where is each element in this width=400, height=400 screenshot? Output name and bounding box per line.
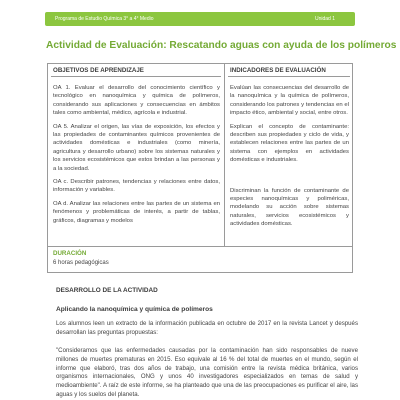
indicator-item: Evalúan las consecuencias del desarrollo de la nanoquímica y la química de polímeros, considerando los patrones y tendencias en el impacto ético, ambiental y social, entre otros. xyxy=(230,85,349,117)
objective-item: OA d. Analizar las relaciones entre las partes de un sistema en fenómenos y problemáticas de interés, a partir de tablas, gráficos, diagramas y modelos xyxy=(53,200,220,224)
objectives-list xyxy=(53,84,220,230)
intro-paragraph: Los alumnos leen un extracto de la información publicada en octubre de 2017 en la revista Lancet y después desarrollan las preguntas propuestas: xyxy=(56,320,358,336)
quote-paragraph: "Consideramos que las enfermedades causadas por la contaminación han sido responsables de nueve millones de muertes prematuras en 2015. Eso equivale al 16 % del total de muertes en el mundo, según el informe que elaboró, tras dos años de trabajo, una comisión entre la revista médica británica, varios organismos internacionales, ONG y unos 40 investigadores especializados en temas de salud y medioambiente". A raíz de este informe, se ha planteado que una de las preocupaciones es purificar el aire, las aguas y los suelos del planeta. xyxy=(56,347,358,398)
objectives-header: OBJETIVOS DE APRENDIZAJE xyxy=(53,67,144,74)
indicator-item: Discriminan la función de contaminante de especies nanoquímicas y poliméricas, modelando su acción sobre sistemas naturales, servicios ecosistémicos y actividades domésticas. xyxy=(230,187,349,228)
objectives-indicators-table xyxy=(47,63,353,273)
indicators-header-rule xyxy=(228,76,350,77)
indicators-header: INDICADORES DE EVALUACIÓN xyxy=(230,67,326,74)
activity-development-heading: DESARROLLO DE LA ACTIVIDAD xyxy=(56,287,158,294)
duration-label: DURACIÓN xyxy=(53,250,87,257)
column-divider xyxy=(224,64,225,246)
objective-item: OA 5. Analizar el origen, las vías de exposición, los efectos y las propiedades de contaminantes químicos provenientes de actividades domésticas e industriales (como minería, agricultura y desarrollo urbano) sobre los sistemas naturales y los servicios ecosistémicos que estos brindan a las personas y a la sociedad. xyxy=(53,123,220,172)
indicators-list xyxy=(230,84,349,234)
unit-label: Unidad 1 xyxy=(314,16,335,22)
objectives-header-rule xyxy=(51,76,221,77)
activity-subheading: Aplicando la nanoquímica y química de polímeros xyxy=(56,306,213,313)
header-bar xyxy=(45,12,355,26)
indicator-item: Explican el concepto de contaminante: describen sus propiedades y ciclo de vida, y establecen relaciones entre las partes de un sistema con ejemplos en actividades domésticas e industriales. xyxy=(230,123,349,164)
duration-value: 6 horas pedagógicas xyxy=(53,260,109,266)
page-title: Actividad de Evaluación: Rescatando aguas con ayuda de los polímeros xyxy=(46,40,397,51)
program-name: Programa de Estudio Química 3° a 4° Medio xyxy=(55,16,154,22)
objective-item: OA 1. Evaluar el desarrollo del conocimiento científico y tecnológico en nanoquímica y química de polímeros, considerando sus aplicaciones y consecuencias en ámbitos tales como ambiental, médico, agrícola e industrial. xyxy=(53,85,220,117)
objective-item: OA c. Describir patrones, tendencias y relaciones entre datos, información y variables. xyxy=(53,179,220,194)
row-divider xyxy=(48,246,352,247)
